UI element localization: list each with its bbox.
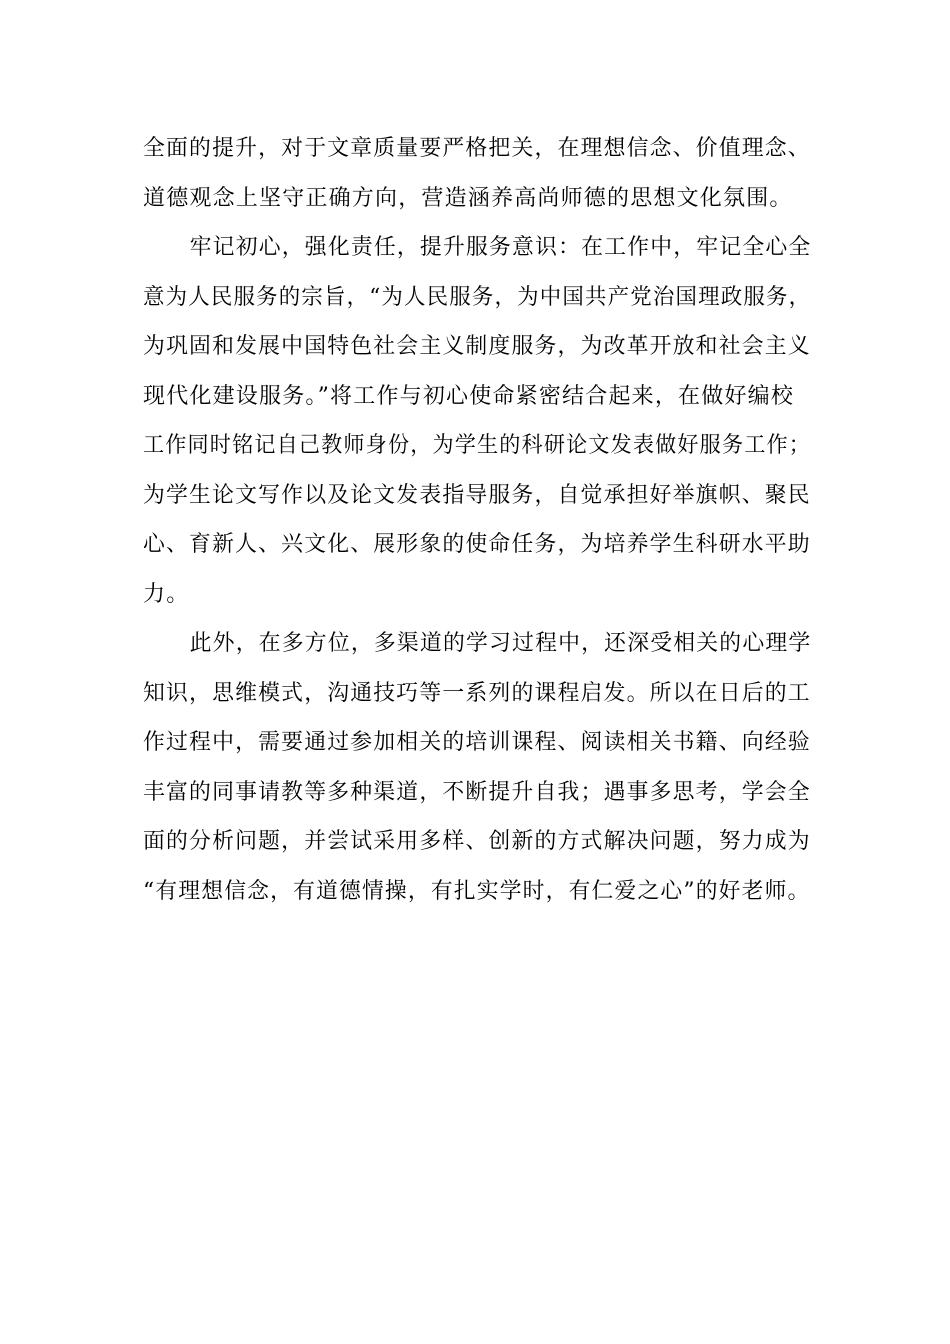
- text-line: 知识，思维模式，沟通技巧等一系列的课程启发。所以在日后的工: [143, 680, 811, 706]
- text-line: 心、育新人、兴文化、展形象的使命任务，为培养学生科研水平助: [143, 532, 811, 557]
- text-line: 现代化建设服务。”将工作与初心使命紧密结合起来，在做好编校: [143, 383, 795, 409]
- text-line: 丰富的同事请教等多种渠道，不断提升自我；遇事多思考，学会全: [143, 779, 811, 805]
- text-line: 道德观念上坚守正确方向，营造涵养高尚师德的思想文化氛围。: [143, 185, 793, 211]
- text-line: 力。: [143, 581, 190, 607]
- text-line: 牢记初心，强化责任，提升服务意识：在工作中，牢记全心全: [189, 235, 812, 260]
- text-line: 全面的提升，对于文章质量要严格把关，在理想信念、价值理念、: [143, 136, 811, 161]
- text-line: 作过程中，需要通过参加相关的培训课程、阅读相关书籍、向经验: [143, 730, 811, 755]
- document-body: [143, 124, 811, 916]
- text-line: 此外，在多方位，多渠道的学习过程中，还深受相关的心理学: [189, 631, 812, 656]
- text-line: “有理想信念，有道德情操，有扎实学时，有仁爱之心”的好老师。: [143, 878, 811, 904]
- paragraph-1: [143, 124, 811, 223]
- paragraph-3: [143, 619, 811, 916]
- text-line: 意为人民服务的宗旨，“为人民服务，为中国共产党治国理政服务，: [143, 284, 812, 310]
- paragraph-2: [143, 223, 811, 619]
- text-line: 面的分析问题，并尝试采用多样、创新的方式解决问题，努力成为: [143, 829, 811, 854]
- text-line: 为巩固和发展中国特色社会主义制度服务，为改革开放和社会主义: [143, 334, 811, 359]
- text-line: 工作同时铭记自己教师身份，为学生的科研论文发表做好服务工作；: [143, 433, 812, 458]
- text-line: 为学生论文写作以及论文发表指导服务，自觉承担好举旗帜、聚民: [143, 482, 811, 508]
